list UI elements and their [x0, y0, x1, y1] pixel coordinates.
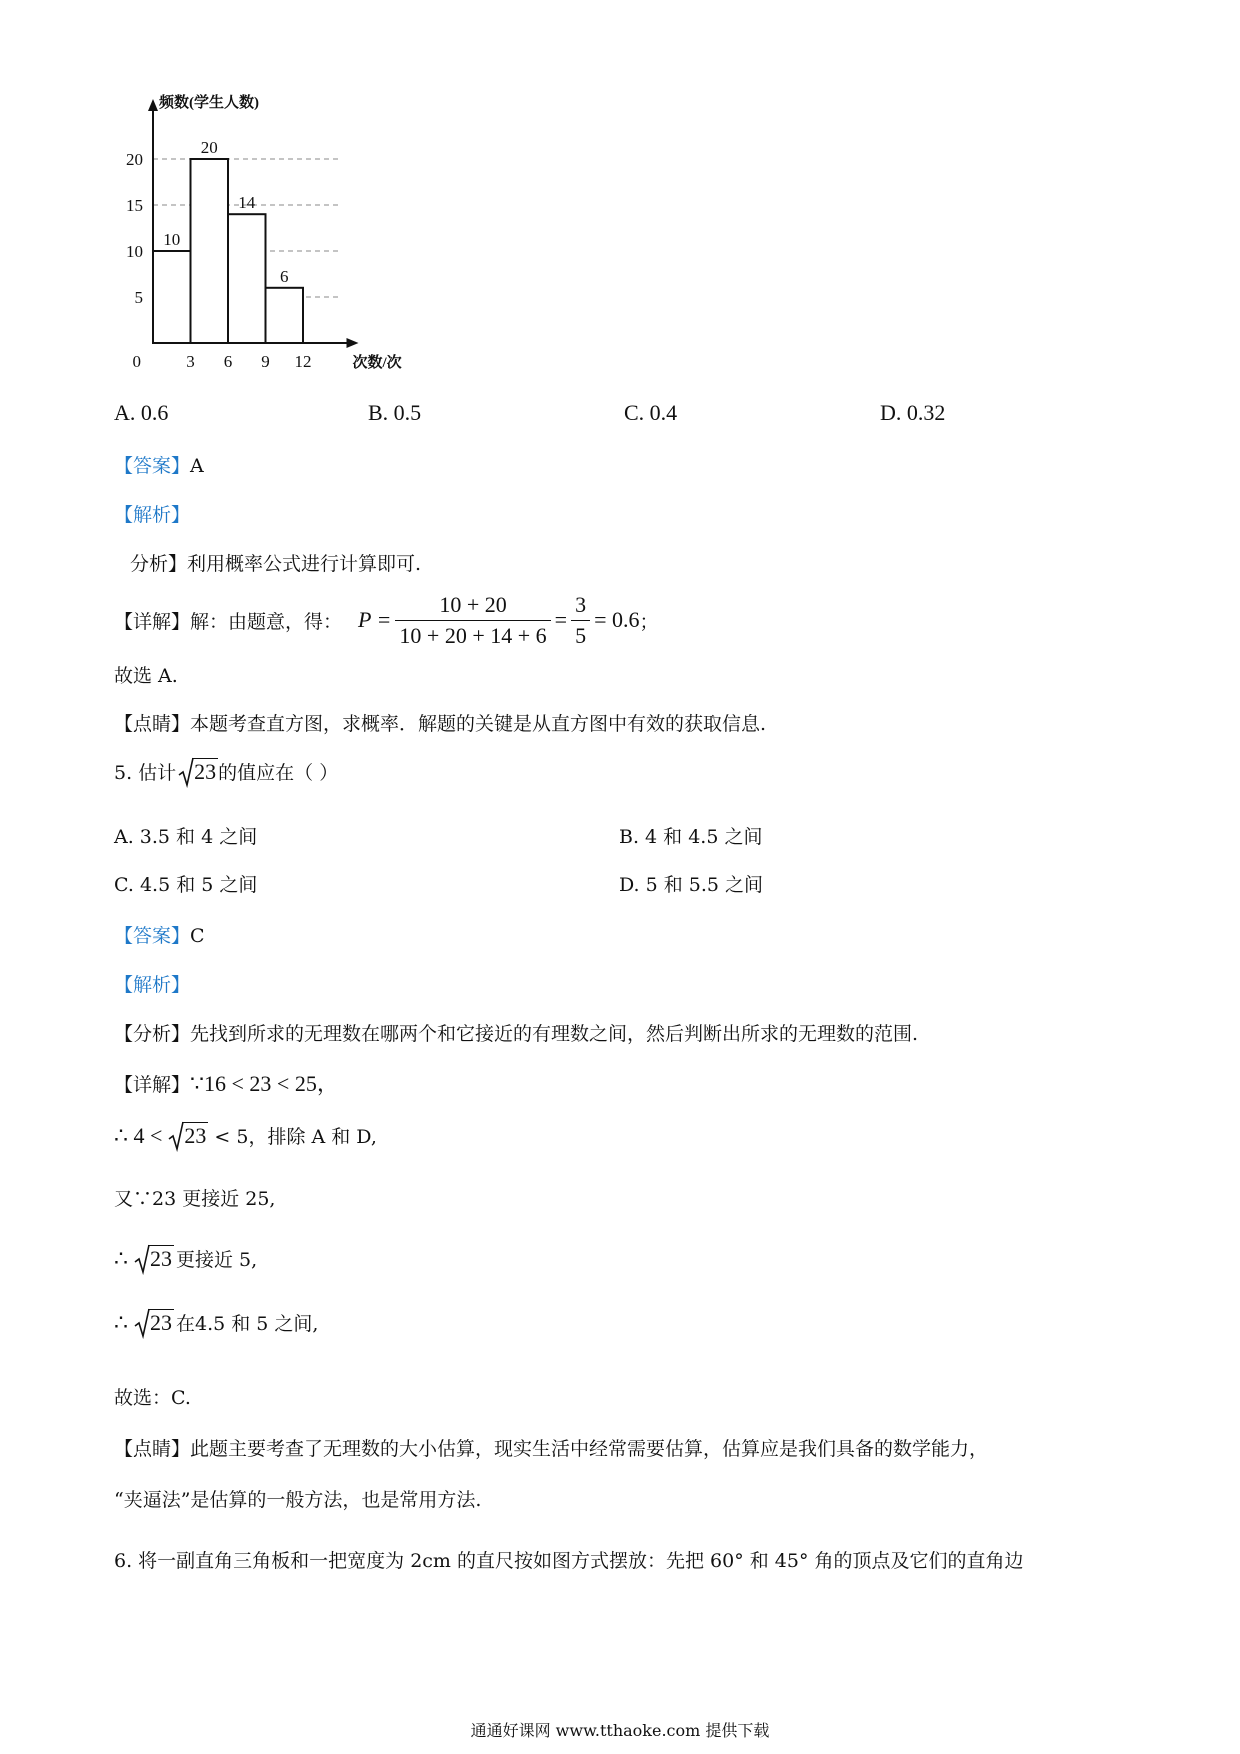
q4-conclusion: 故选 A.: [114, 665, 178, 687]
y-tick-label: 15: [126, 196, 143, 215]
q5-line4-pre: ∴: [114, 1245, 128, 1271]
histogram-bar: [153, 251, 191, 343]
q5-line4: [114, 1245, 257, 1272]
q4-formula-den: 10 + 20 + 14 + 6: [399, 622, 547, 648]
x-axis-label: 次数/次: [352, 355, 402, 371]
q4-option-d: D. 0.32: [880, 400, 946, 425]
q4-option-b: B. 0.5: [368, 400, 422, 425]
q5-line4-post: 更接近 5,: [176, 1249, 258, 1271]
q4-detail-prefix: 【详解】解：由题意，得：: [114, 610, 343, 633]
bar-data-label: 10: [163, 230, 181, 249]
q5-analysis-tag: 【解析】: [114, 974, 191, 996]
q4-formula-result: = 0.6: [594, 607, 640, 632]
q5-detail-math: ∵16 < 23 < 25，: [190, 1071, 339, 1096]
q4-formula-num2: 3: [571, 592, 590, 621]
radical-icon: [134, 1308, 150, 1338]
q5-option-a: A. 3.5 和 4 之间: [114, 826, 258, 848]
q5-line4-radicand: 23: [150, 1245, 172, 1271]
q4-option-a: A. 0.6: [114, 400, 169, 425]
q5-stem-prefix: 5. 估计: [114, 762, 177, 784]
q4-answer-tag: 【答案】: [114, 455, 191, 477]
x-tick-label: 0: [132, 352, 141, 371]
q5-comment-2: “夹逼法”是估算的一般方法，也是常用方法.: [114, 1489, 482, 1511]
q5-line3: 又∵23 更接近 25,: [114, 1188, 276, 1210]
q5-conclusion: 故选：C.: [114, 1387, 191, 1409]
q5-option-c: C. 4.5 和 5 之间: [114, 874, 258, 896]
bar-data-label: 20: [200, 138, 218, 157]
x-tick-label: 12: [294, 352, 312, 371]
q5-comment-1: 【点睛】此题主要考查了无理数的大小估算，现实生活中经常需要估算，估算应是我们具备的数学能力，: [114, 1438, 989, 1460]
q5-answer-line: [114, 921, 205, 948]
q4-analysis-tag: 【解析】: [114, 504, 191, 526]
q4-detail: [114, 590, 659, 650]
q4-formula-num: 10 + 20: [395, 592, 550, 621]
q4-formula-end: ；: [639, 610, 659, 633]
histogram-bar: [191, 159, 229, 343]
y-axis-arrow-icon: [148, 99, 158, 111]
q5-line5-sqrt: [134, 1310, 174, 1336]
q5-line2-radicand: 23: [184, 1122, 207, 1148]
q4-formula-eq: =: [554, 607, 568, 632]
x-tick-label: 3: [186, 352, 195, 371]
bar-data-label: 14: [238, 193, 256, 213]
q5-line2-pre: ∴ 4 <: [114, 1122, 163, 1148]
q5-answer-tag: 【答案】: [114, 925, 191, 947]
radical-icon: [134, 1244, 150, 1274]
q5-option-b: B. 4 和 4.5 之间: [619, 826, 763, 848]
q4-option-c: C. 0.4: [624, 400, 678, 425]
q5-fenxi: 【分析】先找到所求的无理数在哪两个和它接近的有理数之间，然后判断出所求的无理数的范围.: [114, 1023, 919, 1045]
q5-line5-radicand: 23: [150, 1309, 172, 1335]
q5-answer: C: [190, 925, 205, 947]
q6-stem: 6. 将一副直角三角板和一把宽度为 2cm 的直尺按如图方式摆放：先把 60° 和 45° 角的顶点及它们的直角边: [114, 1550, 1024, 1572]
q4-answer: A: [190, 455, 204, 477]
q5-line4-sqrt: [134, 1246, 174, 1272]
q5-line5-post: 在4.5 和 5 之间,: [176, 1313, 319, 1335]
q5-detail-prefix: 【详解】: [114, 1074, 191, 1096]
q5-detail: [114, 1067, 339, 1098]
page-footer: 通通好课网 www.tthaoke.com 提供下载: [470, 1721, 770, 1740]
y-tick-label: 5: [134, 288, 143, 307]
histogram-chart: [118, 95, 402, 380]
x-axis-arrow-icon: [347, 338, 359, 348]
y-tick-label: 20: [126, 150, 143, 169]
radical-icon: [178, 757, 194, 787]
bar-data-label: 6: [280, 266, 289, 286]
y-tick-label: 10: [126, 242, 143, 261]
x-tick-label: 9: [261, 352, 270, 371]
q5-option-d: D. 5 和 5.5 之间: [619, 874, 764, 896]
histogram-bar: [266, 288, 304, 343]
q4-formula-den2: 5: [575, 622, 587, 648]
q4-comment: 【点睛】本题考查直方图，求概率．解题的关键是从直方图中有效的获取信息.: [114, 713, 767, 735]
histogram-bar: [228, 214, 266, 343]
q4-fenxi: 分析】利用概率公式进行计算即可.: [130, 553, 422, 575]
q5-line2-post: < 5，排除 A 和 D,: [214, 1126, 377, 1148]
q5-stem-sqrt: [178, 759, 218, 785]
q5-line2: [114, 1122, 377, 1149]
radical-icon: [168, 1121, 184, 1151]
q4-formula-frac2: [571, 592, 590, 649]
q5-stem-suffix: 的值应在（ ）: [218, 762, 339, 784]
q4-answer-line: [114, 451, 204, 478]
q5-line5: [114, 1309, 318, 1336]
q4-formula-p: P =: [358, 607, 392, 632]
y-axis-label: 频数(学生人数): [159, 95, 259, 111]
q4-formula-frac1: [395, 592, 550, 649]
q5-stem-radicand: 23: [194, 758, 217, 784]
q5-stem: [114, 758, 338, 785]
q5-line5-pre: ∴: [114, 1309, 128, 1335]
q5-line2-sqrt: [168, 1123, 208, 1149]
x-tick-label: 6: [223, 352, 233, 371]
